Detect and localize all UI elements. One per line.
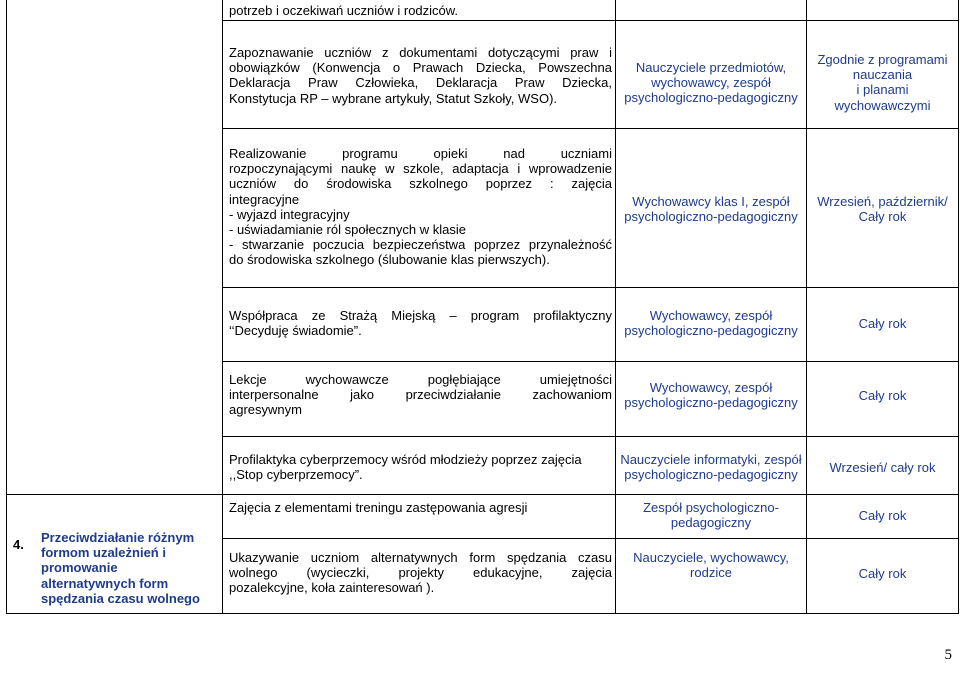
text-line: Wrzesień/ cały rok xyxy=(829,460,936,475)
section4-row1-description xyxy=(229,500,612,515)
text-line: do środowiska szkolnego (ślubowanie klas pierwszych). xyxy=(229,252,550,268)
section4-row1-term xyxy=(807,508,958,523)
section4-row2-term xyxy=(807,566,958,581)
text-line: psychologiczno-pedagogiczny xyxy=(624,90,798,106)
row2-description xyxy=(229,146,612,268)
text-line: Wychowawcy, zespół xyxy=(649,380,773,395)
text-line: obowiązków (Konwencja o Prawach Dziecka, Powszechna xyxy=(229,60,612,76)
section4-row2-responsible xyxy=(616,550,806,580)
text-line: Konstytucja RP – wybrane artykuły, Statut Szkoły, WSO). xyxy=(229,90,558,106)
text-line: wychowawcy, zespół xyxy=(651,75,771,91)
row-border xyxy=(222,436,959,437)
text-line: pedagogiczny xyxy=(670,515,752,531)
section4-row1-responsible xyxy=(616,500,806,530)
text-line: pozalekcyjne, koła zainteresowań ). xyxy=(229,580,435,596)
text-line: psychologiczno-pedagogiczny xyxy=(624,323,798,339)
text-line: nauczania xyxy=(852,67,913,83)
text-line: Wychowawcy klas I, zespół xyxy=(632,194,790,209)
text-line: wolnego (wycieczki, projekty edukacyjne, zajęcia xyxy=(229,565,612,581)
border-right xyxy=(958,0,959,614)
text-line: Nauczyciele przedmiotów, xyxy=(635,60,787,75)
row1-description xyxy=(229,45,612,106)
row5-term xyxy=(807,460,958,475)
text-line: Nauczyciele informatyki, zespół xyxy=(620,452,802,467)
text-line: Zapoznawanie uczniów z dokumentami dotyczącymi praw i xyxy=(229,45,612,60)
text-line: Cały rok xyxy=(858,566,907,581)
text-line: rodzice xyxy=(690,565,732,581)
text-line: Cały rok xyxy=(858,388,907,403)
text-line: Lekcje wychowawcze pogłębiające umiejętności xyxy=(229,372,612,387)
text-line: Cały rok xyxy=(858,316,907,331)
row3-term xyxy=(807,316,958,331)
row-border xyxy=(222,287,959,288)
text-line: integracyjne xyxy=(229,191,300,207)
row2-responsible xyxy=(616,194,806,224)
text-line: psychologiczno-pedagogiczny xyxy=(624,467,798,483)
text-line: ,,Stop cyberprzemocy”. xyxy=(229,467,363,483)
text-line: Współpraca ze Strażą Miejską – program profilaktyczny xyxy=(229,308,612,323)
text-line: i planami xyxy=(856,82,909,98)
text-line: Cały rok xyxy=(858,209,907,225)
text-line: Zajęcia z elementami treningu zastępowania agresji xyxy=(229,500,528,515)
text-line: psychologiczno-pedagogiczny xyxy=(624,209,798,225)
text-line: ‘‘Decyduję świadomie”. xyxy=(229,323,362,339)
text-line: alternatywnych form xyxy=(41,575,169,591)
border-left xyxy=(6,0,7,614)
text-line: spędzania czasu wolnego xyxy=(41,590,200,606)
text-line: uczniów do środowiska szkolnego poprzez : zajęcia xyxy=(229,176,612,192)
text-line: psychologiczno-pedagogiczny xyxy=(624,395,798,411)
text-line: Przeciwdziałanie różnym xyxy=(41,530,195,545)
section-number: 4. xyxy=(13,537,24,552)
row-border xyxy=(222,538,959,539)
text-line: promowanie xyxy=(41,560,118,576)
row4-term xyxy=(807,388,958,403)
text-line: Cały rok xyxy=(858,508,907,523)
text-line: Profilaktyka cyberprzemocy wśród młodzieży poprzez zajęcia xyxy=(229,452,582,467)
row-border xyxy=(222,361,959,362)
text-line: Nauczyciele, wychowawcy, xyxy=(633,550,789,565)
row5-responsible xyxy=(612,452,810,482)
row-border xyxy=(222,20,959,21)
row-border xyxy=(6,613,959,614)
text-line: formom uzależnień i xyxy=(41,545,166,561)
row5-description xyxy=(229,452,612,482)
text-line: Realizowanie programu opieki nad uczniami xyxy=(229,146,612,161)
text-line: Deklaracja Praw Człowieka, Deklaracja Praw Dziecka, xyxy=(229,75,612,91)
row1-responsible xyxy=(616,60,806,106)
section-title xyxy=(41,530,221,606)
text-line: Wychowawcy, zespół xyxy=(649,308,773,323)
text-line: - uświadamianie ról społecznych w klasie xyxy=(229,222,466,238)
text-line: Zgodnie z programami xyxy=(817,52,948,67)
row4-responsible xyxy=(616,380,806,410)
page-number: 5 xyxy=(944,647,952,663)
border-col-desc-left xyxy=(222,0,223,614)
text-line: Zespół psychologiczno- xyxy=(643,500,779,515)
text-line: agresywnym xyxy=(229,402,302,418)
section4-row2-description xyxy=(229,550,612,596)
row2-term xyxy=(807,194,958,224)
text-line: - stwarzanie poczucia bezpieczeństwa poprzez przynależność xyxy=(229,237,612,253)
row1-term xyxy=(807,52,958,113)
text-line: interpersonalne jako przeciwdziałanie zachowaniom xyxy=(229,387,612,403)
text-line: - wyjazd integracyjny xyxy=(229,206,350,222)
row4-description xyxy=(229,372,612,418)
text-line: wychowawczymi xyxy=(834,97,931,113)
text-line: Ukazywanie uczniom alternatywnych form spędzania czasu xyxy=(229,550,612,565)
row-border xyxy=(222,128,959,129)
row-border xyxy=(6,494,959,495)
text-line: Wrzesień, październik/ xyxy=(817,194,948,209)
top-fragment-text: potrzeb i oczekiwań uczniów i rodziców. xyxy=(229,3,459,18)
row3-description xyxy=(229,308,612,338)
text-line: rozpoczynającymi naukę w szkole, adaptacja i wprowadzenie xyxy=(229,161,612,177)
row3-responsible xyxy=(616,308,806,338)
